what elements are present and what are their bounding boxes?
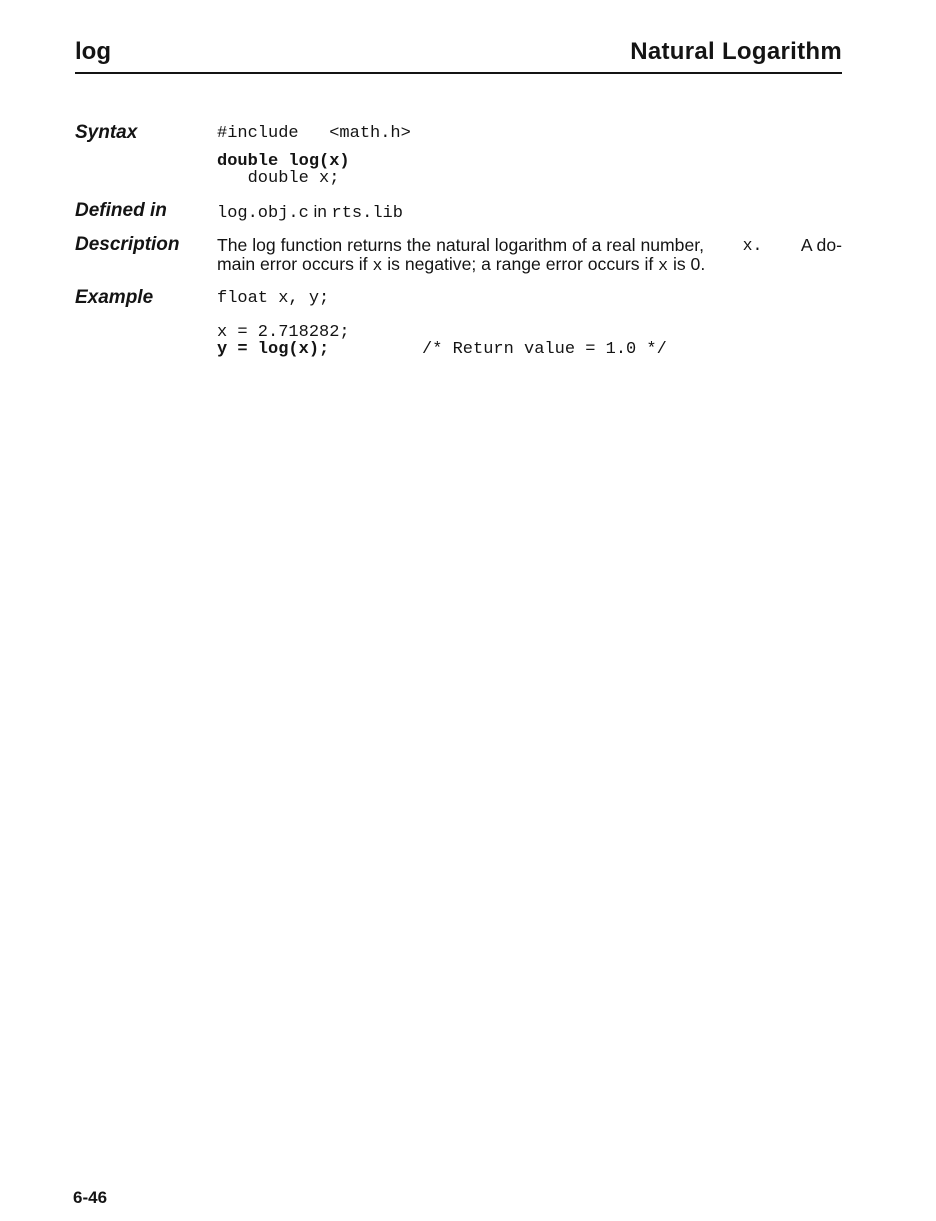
defined-in-value: [217, 202, 403, 223]
syntax-signature: double log(x): [217, 152, 350, 171]
description-line-2-text-c: is 0.: [672, 254, 706, 274]
description-label: Description: [75, 234, 180, 255]
description-line-2-text-a: main error occurs if: [217, 254, 368, 274]
page-number: 6-46: [73, 1188, 108, 1207]
defined-in-connector: in: [308, 202, 332, 221]
description-text: [217, 236, 842, 275]
defined-in-label: Defined in: [75, 200, 167, 221]
example-label: Example: [75, 287, 154, 308]
syntax-include: #include <math.h>: [217, 124, 411, 143]
description-line-2-code-a: x: [372, 256, 383, 275]
description-line-2-text-b: is negative; a range error occurs if: [387, 254, 654, 274]
description-line-2: [217, 255, 842, 275]
example-comment: /* Return value = 1.0 */: [422, 340, 667, 359]
function-name-title: log: [75, 38, 111, 65]
description-line-1-text: The log function returns the natural logarithm of a real number,: [217, 235, 705, 255]
description-line-1-code: x.: [742, 236, 763, 255]
function-description-title: Natural Logarithm: [630, 38, 842, 65]
syntax-label: Syntax: [75, 122, 138, 143]
description-line-1: [217, 236, 842, 255]
defined-in-library: rts.lib: [331, 204, 403, 223]
example-assign-x: x = 2.718282;: [217, 323, 350, 342]
defined-in-file: log.obj.c: [217, 204, 309, 223]
description-line-1-end: A do-: [800, 235, 842, 255]
description-line-2-code-b: x: [658, 256, 669, 275]
example-assign-y: y = log(x);: [217, 340, 330, 359]
example-declaration: float x, y;: [217, 289, 330, 308]
page-header: [75, 36, 842, 74]
syntax-param: double x;: [217, 169, 340, 188]
